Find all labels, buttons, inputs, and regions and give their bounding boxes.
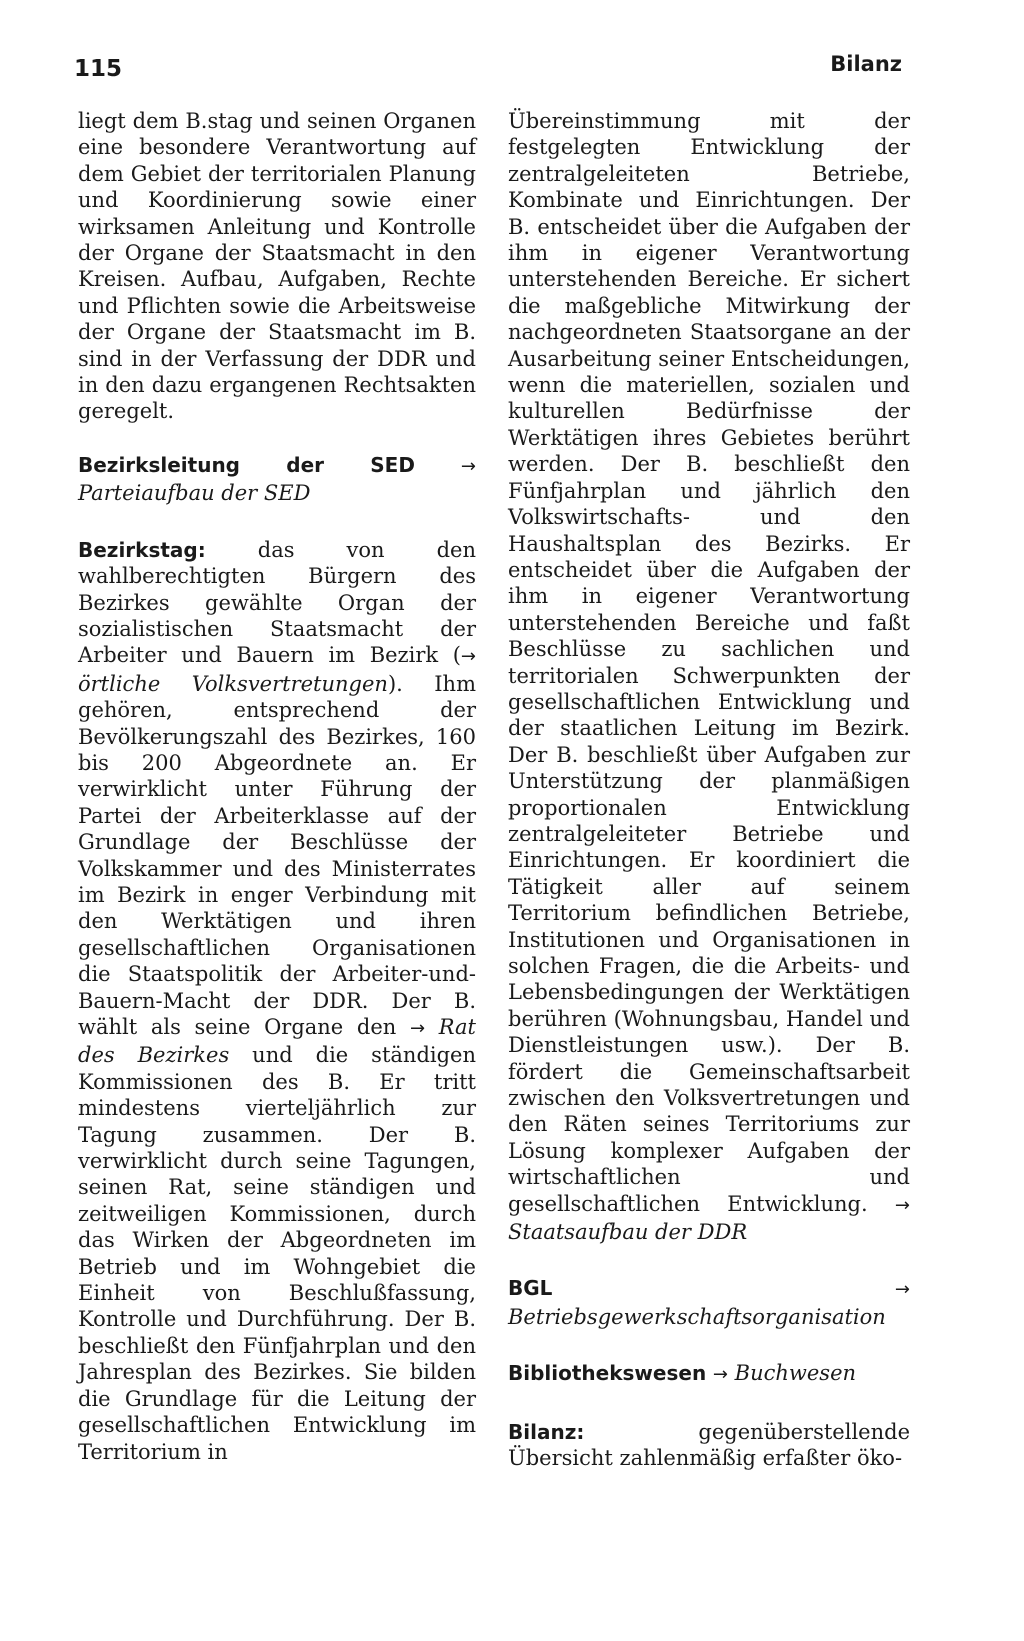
running-head: Bilanz bbox=[830, 52, 902, 76]
entry-bibliothekswesen bbox=[508, 1360, 910, 1388]
entry-text: ). Ihm gehören, entsprechend der Bevölkerungszahl des Bezirkes, 160 bis 200 Abgeordnete an. Er verwirklicht unter Führung der Partei der Arbeiterklasse auf der Grundlage der Beschlüsse der Volkskammer und des Ministerrates im Bezirk in enger Verbindung mit den Werktätigen und ihren gesellschaftlichen Organisationen die Staatspolitik der Arbeiter-und-Bauern-Macht der DDR. Der B. wählt als seine Organe den bbox=[78, 671, 476, 1039]
entry-bilanz bbox=[508, 1419, 910, 1472]
cross-reference-arrow-icon: → bbox=[409, 1018, 426, 1039]
cross-reference-staatsaufbau: Staatsaufbau der DDR bbox=[508, 1220, 748, 1245]
left-column bbox=[78, 108, 476, 1495]
cross-reference-oertliche-volksvertretungen: örtliche Volksvertretungen bbox=[78, 671, 388, 696]
entry-text: gegenüberstellende Übersicht zahlenmäßig erfaßter öko- bbox=[508, 1419, 910, 1471]
cross-reference-rat-des-bezirkes: Rat des Bezirkes bbox=[78, 1015, 476, 1068]
entry-bgl bbox=[508, 1275, 910, 1330]
headword-bilanz: Bilanz: bbox=[508, 1419, 585, 1444]
continuation-text: Übereinstimmung mit der festgelegten Entwicklung der zentralgeleiteten Betriebe, Kombinate und Einrichtungen. Der B. entscheidet über die Aufgaben der ihm in eigener Verantwortung unterstehenden Bereiche. Er sichert die maßgebliche Mitwirkung der nachgeordneten Staatsorgane an der Ausarbeitung seiner Entscheidungen, wenn die materiellen, sozialen und kulturellen Bedürfnisse der Werktätigen ihres Gebietes berührt werden. Der B. beschließt den Fünfjahrplan und jährlich den Volkswirtschafts- und den Haushaltsplan des Bezirks. Er entscheidet über die Aufgaben der ihm in eigener Verantwortung unterstehenden Bereiche und faßt Beschlüsse zu sachlichen und territorialen Schwerpunkten der gesellschaftlichen Entwicklung und der staatlichen Leitung im Bezirk. Der B. beschließt über Aufgaben zur Unterstützung der planmäßigen proportionalen Entwicklung zentralgeleiteter Betriebe und Einrichtungen. Er koordiniert die Tätigkeit aller auf seinem Territorium befindlichen Betriebe, Institutionen und Organisationen in solchen Fragen, die die Arbeits- und Lebensbedingungen der Werktätigen berühren (Wohnungsbau, Handel und Dienstleistungen usw.). Der B. fördert die Gemeinschaftsarbeit zwischen den Volksvertretungen und den Räten seines Territoriums zur Lösung komplexer Aufgaben der wirtschaftlichen und gesellschaftlichen Entwicklung. bbox=[508, 109, 910, 1216]
continuation-paragraph bbox=[78, 108, 476, 425]
cross-reference-arrow-icon: → bbox=[894, 1194, 910, 1216]
cross-reference-arrow-icon: → bbox=[894, 1279, 910, 1301]
continuation-paragraph bbox=[508, 108, 910, 1245]
headword-bgl: BGL bbox=[508, 1276, 553, 1301]
entry-text: das von den wahlberechtigten Bürgern des Bezirkes gewählte Organ der sozialistischen Staatsmacht der Arbeiter und Bauern im Bezirk ( bbox=[78, 537, 476, 668]
entry-bezirksleitung bbox=[78, 452, 476, 507]
headword-bibliothekswesen: Bibliothekswesen bbox=[508, 1361, 707, 1386]
cross-reference-arrow-icon: → bbox=[460, 455, 476, 477]
entry-text: und die ständigen Kommissionen des B. Er tritt mindestens vierteljährlich zur Tagung zusammen. Der B. verwirklicht durch seine Tagungen, seinen Rat, seine ständigen und zeitweiligen Kommissionen, durch das Wirken der Abgeordneten im Betrieb und im Wohngebiet die Einheit von Beschlußfassung, Kontrolle und Durchführung. Der B. beschließt den Fünfjahrplan und den Jahresplan des Bezirkes. Sie bilden die Grundlage für die Leitung der gesellschaftlichen Entwicklung im Territorium in bbox=[78, 1043, 476, 1464]
headword-bezirkstag: Bezirkstag: bbox=[78, 537, 206, 562]
cross-reference-parteiaufbau: Parteiaufbau der SED bbox=[78, 481, 311, 506]
headword-bezirksleitung: Bezirksleitung der SED bbox=[78, 452, 415, 477]
page-number: 115 bbox=[74, 56, 123, 82]
cross-reference-arrow-icon: → bbox=[460, 646, 476, 668]
cross-reference-arrow-icon: → bbox=[712, 1364, 728, 1386]
continuation-text: liegt dem B.stag und seinen Organen eine besondere Verantwortung auf dem Gebiet der territorialen Planung und Koordinierung sowie einer wirksamen Anleitung und Kontrolle der Organe der Staatsmacht in den Kreisen. Aufbau, Aufgaben, Rechte und Pflichten sowie die Arbeitsweise der Organe der Staatsmacht im B. sind in der Verfassung der DDR und in den dazu ergangenen Rechtsakten geregelt. bbox=[78, 109, 476, 424]
cross-reference-betriebsgewerkschaftsorganisation: Betriebsgewerkschaftsorganisation bbox=[508, 1304, 886, 1329]
entry-bezirkstag bbox=[78, 537, 476, 1465]
cross-reference-buchwesen: Buchwesen bbox=[734, 1361, 857, 1386]
right-column bbox=[508, 108, 910, 1502]
